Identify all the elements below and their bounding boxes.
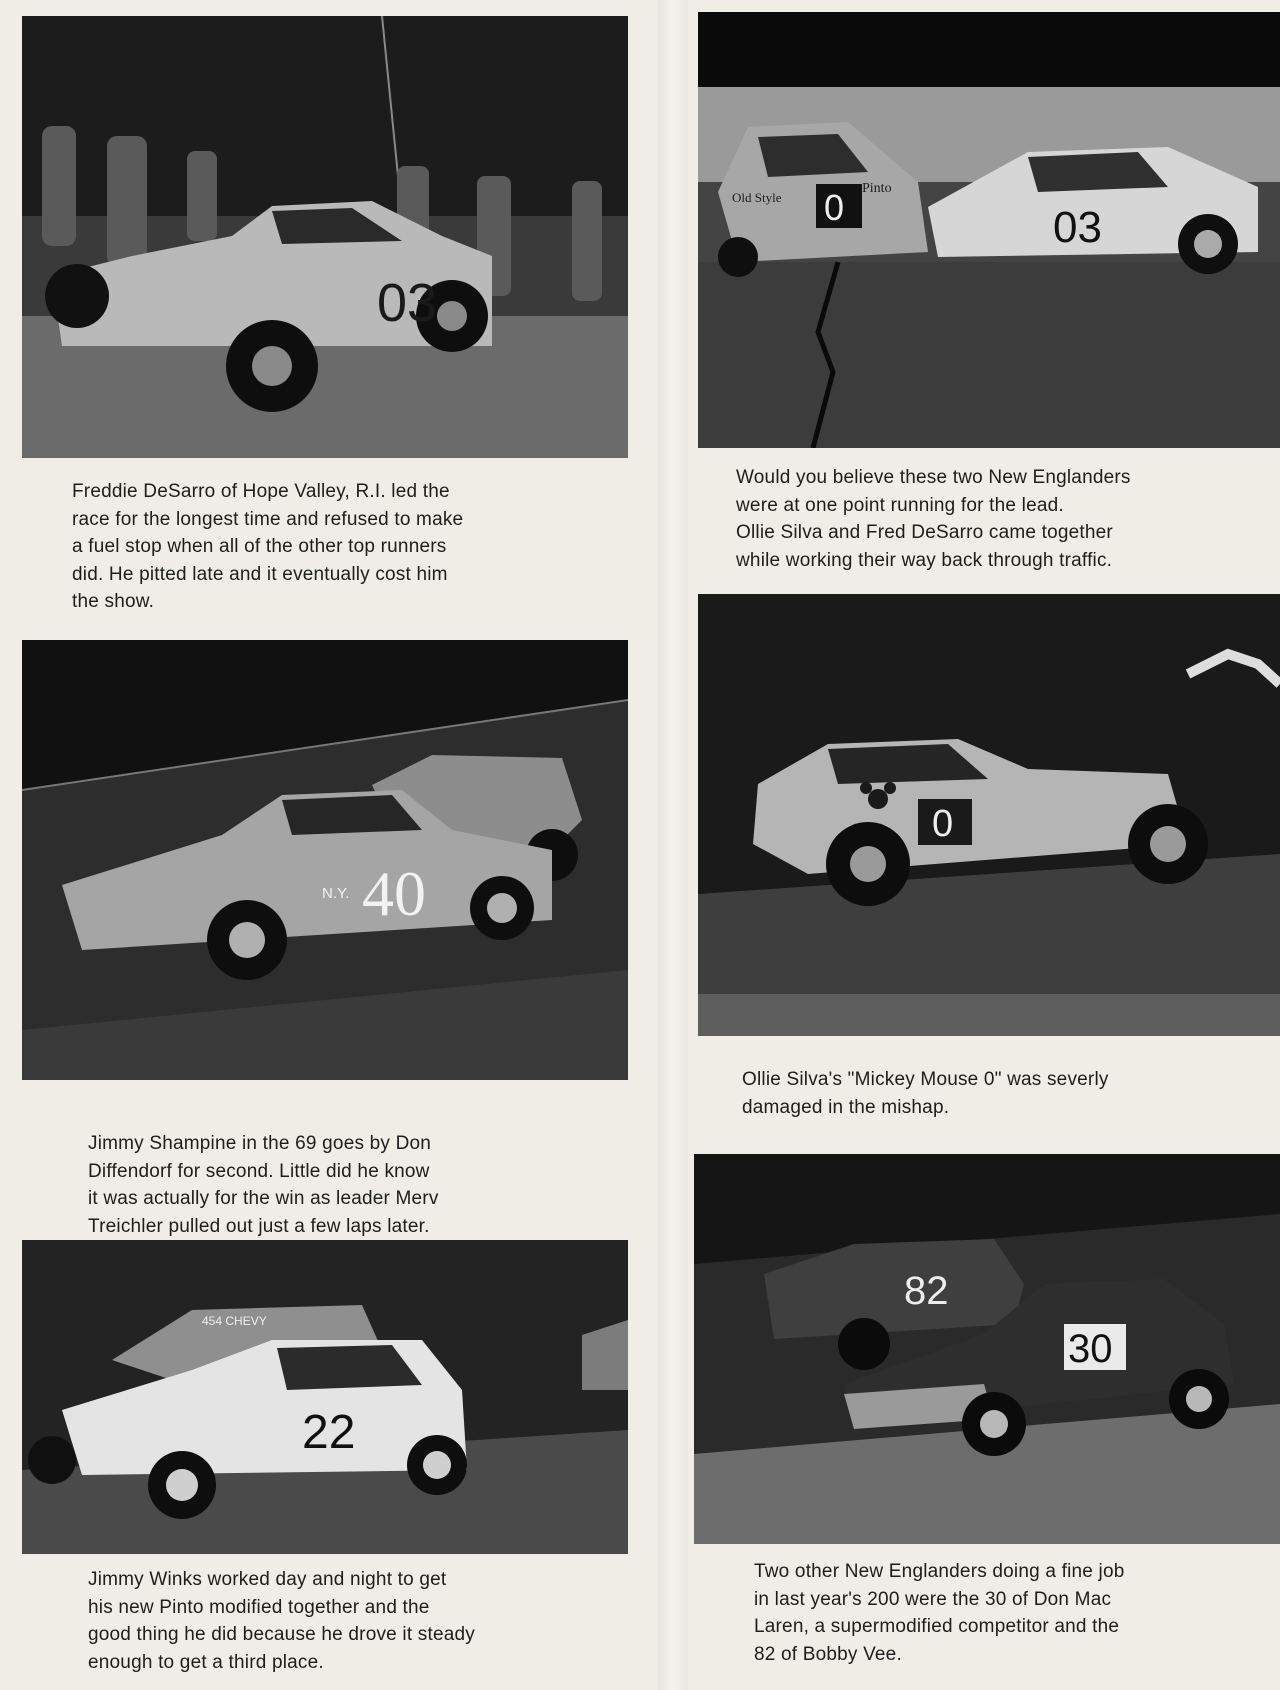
- photo-winks-pinto-22: [22, 1240, 628, 1554]
- caption-line: 82 of Bobby Vee.: [754, 1643, 902, 1665]
- photo-shampine-no40: [22, 640, 628, 1080]
- caption-line: while working their way back through traffic.: [736, 549, 1113, 571]
- page-gutter: [658, 0, 688, 1690]
- caption-line: the show.: [72, 591, 155, 612]
- caption-line: did. He pitted late and it eventually cost him: [72, 563, 448, 585]
- photo-car-lettering: Pinto: [862, 181, 892, 196]
- photo-car-lettering: Old Style: [732, 190, 782, 205]
- photo-car-number: 82: [904, 1269, 949, 1313]
- photo-car-number: 40: [362, 858, 426, 929]
- caption-30-and-82: [754, 1558, 1274, 1668]
- caption-line: were at one point running for the lead.: [736, 494, 1064, 516]
- caption-mickey-mouse: [742, 1066, 1272, 1121]
- caption-line: a fuel stop when all of the other top runners: [72, 536, 447, 557]
- photo-car-lettering: 454 CHEVY: [202, 1314, 267, 1328]
- caption-line: Two other New Englanders doing a fine job: [754, 1561, 1125, 1582]
- caption-new-englanders-lead: [736, 464, 1276, 574]
- caption-line: Ollie Silva and Fred DeSarro came together: [736, 522, 1113, 543]
- caption-line: Laren, a supermodified competitor and the: [754, 1616, 1120, 1637]
- caption-line: Ollie Silva's "Mickey Mouse 0" was severly: [742, 1069, 1109, 1090]
- photo-silva-desarro-crash: [698, 12, 1280, 448]
- caption-line: it was actually for the win as leader Merv: [88, 1188, 439, 1209]
- caption-line: good thing he did because he drove it steady: [88, 1624, 475, 1645]
- photo-mickey-mouse-crash: [698, 594, 1280, 1036]
- photo-car-lettering: N.Y.: [322, 885, 350, 902]
- caption-line: damaged in the mishap.: [742, 1096, 950, 1118]
- caption-desarro-fuel-stop: [72, 478, 632, 616]
- caption-line: in last year's 200 were the 30 of Don Mac: [754, 1588, 1112, 1610]
- caption-winks-third: [88, 1566, 638, 1676]
- photo-car-number: 03: [1053, 203, 1102, 252]
- caption-line: Treichler pulled out just a few laps later.: [88, 1215, 430, 1237]
- caption-line: race for the longest time and refused to make: [72, 508, 464, 530]
- caption-line: Jimmy Winks worked day and night to get: [88, 1569, 447, 1590]
- caption-line: enough to get a third place.: [88, 1651, 324, 1673]
- photo-cars-82-and-30: [694, 1154, 1280, 1544]
- caption-line: his new Pinto modified together and the: [88, 1596, 430, 1618]
- caption-line: Jimmy Shampine in the 69 goes by Don: [88, 1133, 432, 1154]
- caption-shampine-second: [88, 1130, 628, 1240]
- caption-line: Diffendorf for second. Little did he know: [88, 1160, 430, 1182]
- caption-line: Freddie DeSarro of Hope Valley, R.I. led the: [72, 481, 450, 502]
- photo-car-number: 22: [302, 1406, 356, 1459]
- photo-car-number: 0: [932, 803, 954, 845]
- photo-car-number: 0: [824, 187, 845, 228]
- photo-car-number: 30: [1068, 1327, 1113, 1371]
- photo-desarro-pits: [22, 16, 628, 458]
- caption-line: Would you believe these two New Englanders: [736, 467, 1131, 488]
- photo-car-number: 03: [377, 273, 438, 333]
